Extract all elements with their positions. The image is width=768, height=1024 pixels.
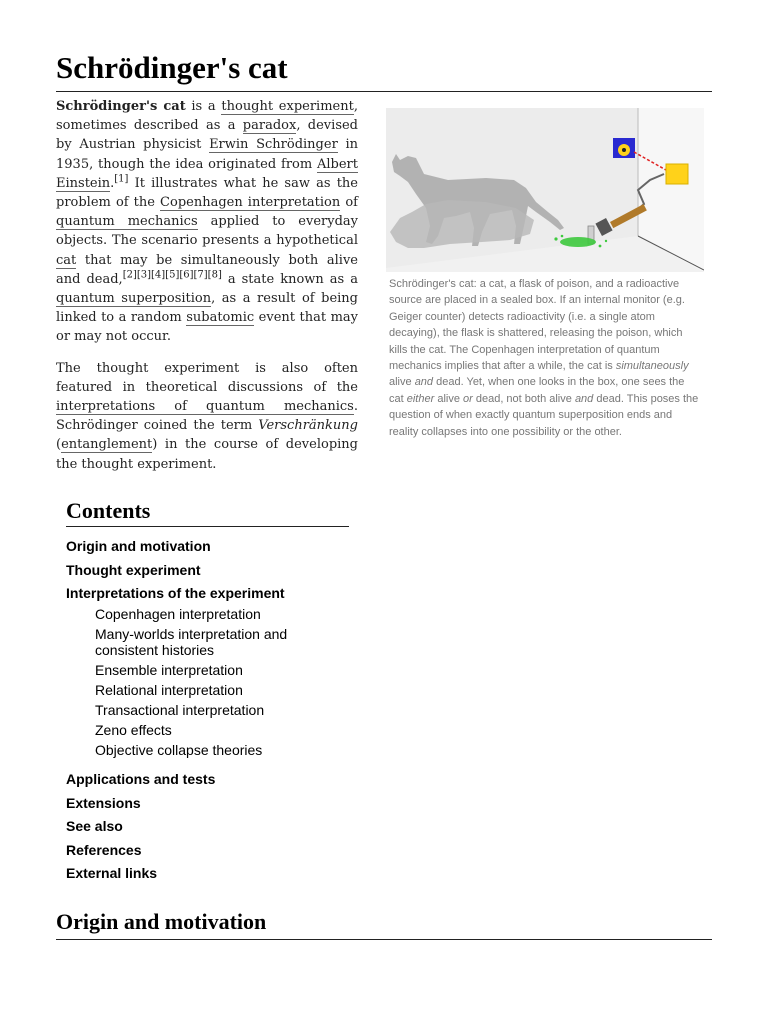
toc-item-external-links[interactable]: External links [66,865,158,881]
link-quantum-mechanics[interactable]: quantum mechanics [56,214,198,230]
toc-subitem-many-worlds[interactable]: Many-worlds interpretation and consistent histories [95,625,288,658]
cat-experiment-illustration[interactable] [386,108,704,272]
toc-subitem-copenhagen[interactable]: Copenhagen interpretation [95,605,261,622]
poison-droplet [554,237,557,240]
poison-droplet [599,245,602,248]
caption-text: dead, not both alive [472,392,575,405]
toc-subitem-transactional[interactable]: Transactional interpretation [95,702,265,718]
intro-paragraph-1 [56,97,358,347]
poison-droplet [605,240,607,242]
toc-item-origin[interactable]: Origin and motivation [66,538,211,554]
text-run: of [340,195,358,211]
text-run: event that may or may not occur. [56,310,358,345]
toc-item-thought-experiment[interactable]: Thought experiment [66,561,201,578]
caption-text: Schrödinger's cat: a cat, a flask of poison, and a radioactive source are placed in a sealed box. If an internal monitor (e.g. Geiger counter) detects radioactivity (i.e. a single atom decaying), the flask is shattered, releasing the poison, which kills the cat. The Copenhagen interpretation of quantum mechanics implies that after a while, the cat is [389,278,685,373]
caption-text: dead. Yet, when one looks in the box, one sees the cat [389,376,685,405]
toc-list [66,535,366,886]
radiation-symbol-core-icon [622,148,626,152]
toc-item-extensions[interactable]: Extensions [66,794,141,811]
link-entanglement[interactable]: entanglement [61,437,153,453]
text-run: . [110,175,115,191]
toc-subitem-zeno[interactable]: Zeno effects [95,722,172,738]
caption-emphasis: either [406,392,435,405]
text-run: is a [185,99,222,114]
term-verschrankung: Verschränkung [258,418,358,434]
section-heading-origin: Origin and motivation [56,909,267,934]
caption-emphasis: simultaneously [615,360,689,373]
toc-subitem-relational[interactable]: Relational interpretation [95,682,243,698]
toc-subitem-ensemble[interactable]: Ensemble interpretation [95,662,243,678]
intro-paragraph-2 [56,359,358,474]
caption-text: dead. This poses the question of when exactly quantum superposition ends and reality collapses into one possibility or the other. [389,392,699,438]
citation-refs-2-8[interactable]: [2][3][4][5][6][7][8] [122,269,222,281]
text-run: The thought experiment is also often featured in theoretical discussions of the [56,360,358,395]
title-divider [56,91,712,92]
link-interpretations-of-qm[interactable]: interpretations of quantum mechanics [56,399,354,415]
link-copenhagen-interpretation[interactable]: Copenhagen interpretation [160,195,341,211]
toc-item-references[interactable]: References [66,841,142,858]
caption-text: alive [434,392,464,405]
text-run: . Schrödinger coined the term [56,399,358,434]
text-run: , as a result of being linked to a random [56,291,358,326]
poison-droplet [561,235,564,238]
caption-emphasis: or [463,392,473,405]
page-title: Schrödinger's cat [56,50,288,85]
toc-item-applications[interactable]: Applications and tests [66,771,216,787]
caption-emphasis: and [414,376,434,389]
text-run: ( [56,437,62,453]
toc-divider [66,526,349,527]
toc-item-interpretations[interactable]: Interpretations of the experiment [66,585,285,601]
link-albert-einstein[interactable]: Albert Einstein [56,156,358,191]
link-paradox[interactable]: paradox [242,118,297,134]
text-run: applied to everyday objects. The scenario presents a hypothetical [56,214,358,249]
toc-subitem-objective-collapse[interactable]: Objective collapse theories [95,742,263,758]
text-run: , sometimes described as a [56,99,358,134]
text-run: that may be simultaneously both alive and dead, [56,252,358,287]
article-subject-bold: Schrödinger's cat [56,99,186,114]
text-run: a state known as a [221,271,358,287]
toc-item-see-also[interactable]: See also [66,818,123,834]
toc-title: Contents [66,498,151,523]
section-divider [56,939,712,940]
caption-emphasis: and [574,392,594,405]
spilled-poison [560,237,596,247]
link-subatomic[interactable]: subatomic [186,310,255,326]
text-run: in 1935, though the idea originated from [56,137,359,172]
citation-ref-1[interactable]: [1] [114,173,129,185]
text-run: , devised by Austrian physicist [56,118,358,153]
figure-caption [389,276,701,440]
link-cat[interactable]: cat [56,252,77,268]
text-run: It illustrates what he saw as the problem of the [56,175,358,211]
table-of-contents [66,498,366,886]
text-run: ) in the course of developing the thought experiment. [56,437,358,472]
link-quantum-superposition[interactable]: quantum superposition [56,291,212,307]
infobox-figure [386,108,706,440]
intro-text [56,97,358,486]
caption-text: alive [389,376,415,389]
link-thought-experiment[interactable]: thought experiment [221,99,354,114]
geiger-counter-box [666,164,688,184]
link-erwin-schrodinger[interactable]: Erwin Schrödinger [209,137,338,153]
